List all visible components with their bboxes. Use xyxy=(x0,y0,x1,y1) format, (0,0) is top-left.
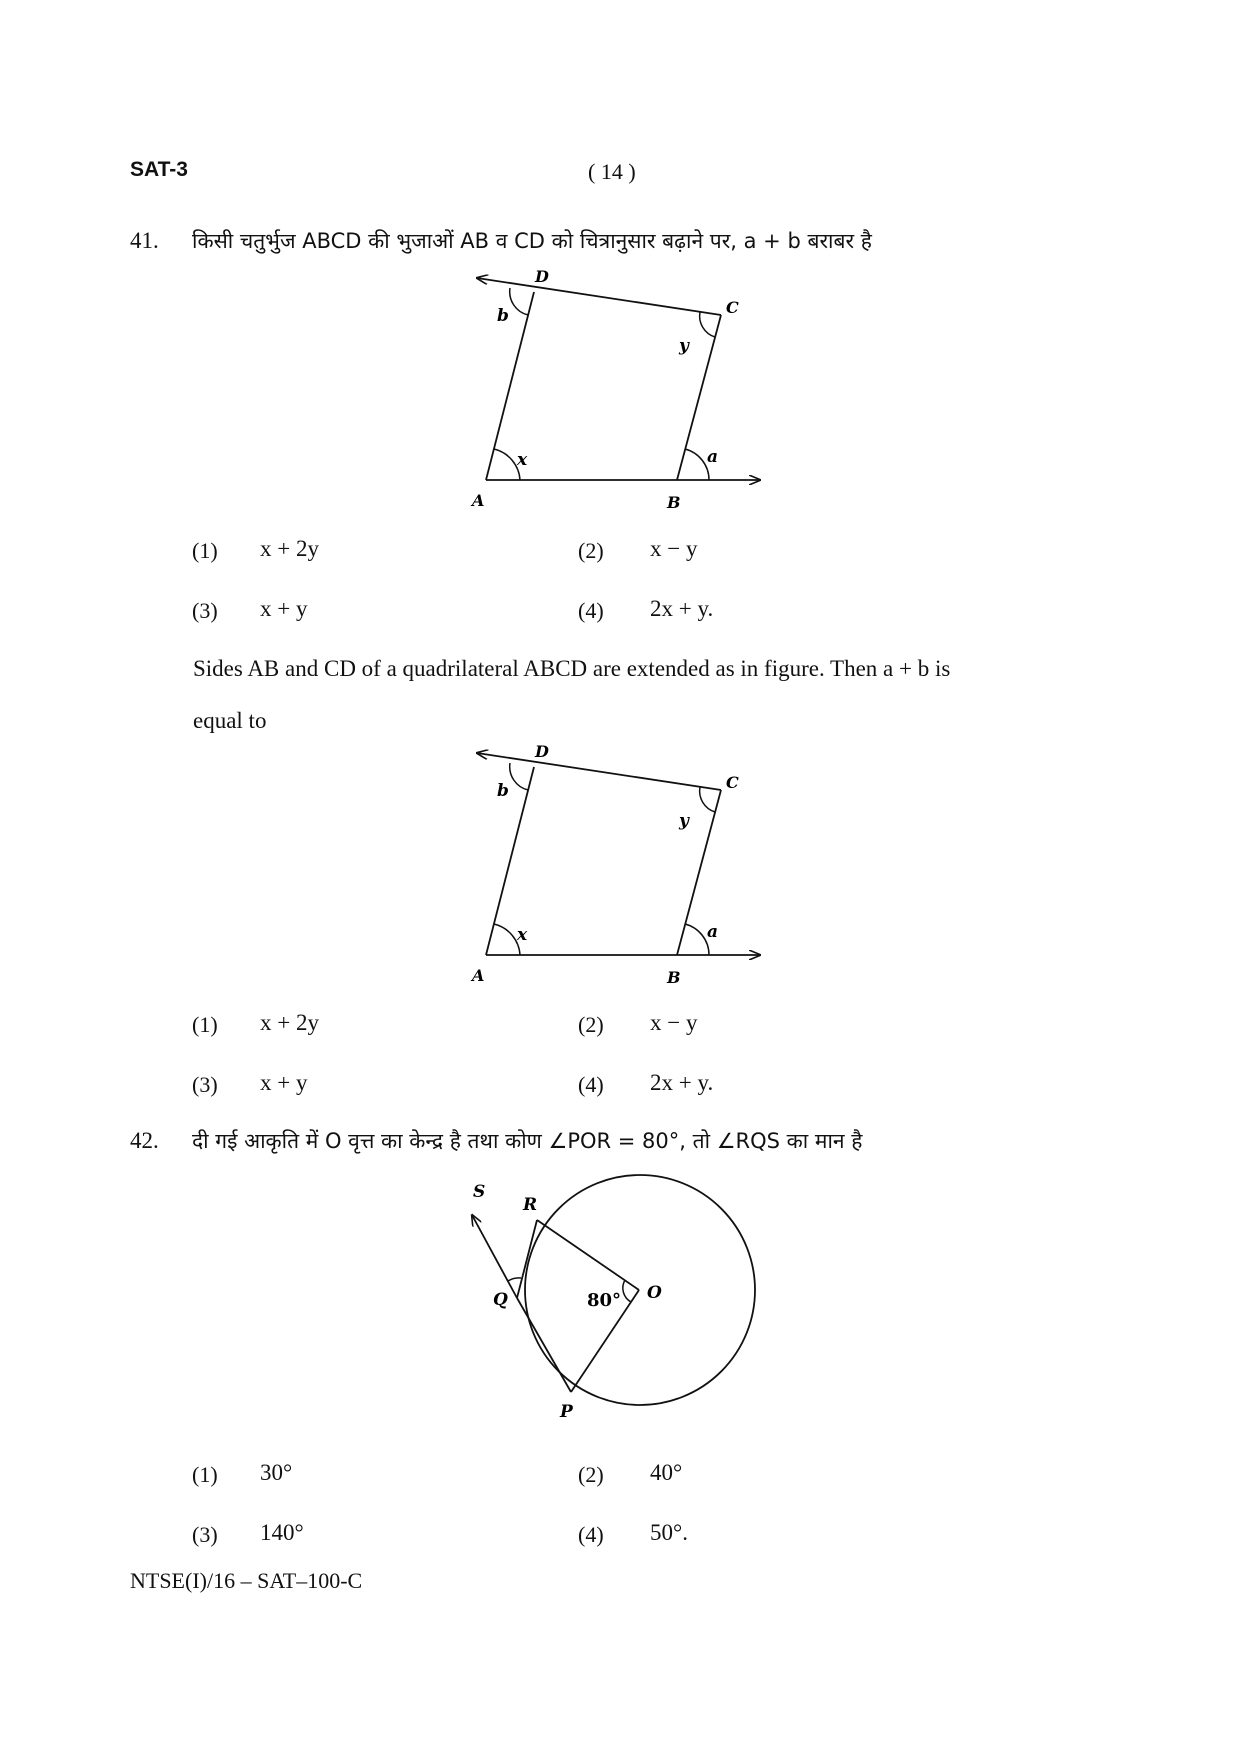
line-qr xyxy=(517,1220,537,1298)
circle-figure xyxy=(455,1170,775,1430)
vertex-label-b: B xyxy=(667,968,681,987)
option-number: (1) xyxy=(192,1012,218,1037)
option-number: (3) xyxy=(192,1072,218,1097)
option-value: x + y xyxy=(260,596,308,621)
option-number: (4) xyxy=(578,1522,604,1547)
option-value: 2x + y. xyxy=(650,1070,714,1095)
angle-label-x: x xyxy=(517,450,528,470)
line-qs-extended xyxy=(472,1215,517,1298)
footer-code: NTSE(I)/16 – SAT–100-C xyxy=(130,1568,363,1593)
option-number: (2) xyxy=(578,1462,604,1487)
option-value: 40° xyxy=(650,1460,683,1485)
option-value: x − y xyxy=(650,1010,698,1035)
angle-a-arc xyxy=(685,924,709,955)
vertex-label-c: C xyxy=(726,298,739,317)
line-cd-extended xyxy=(477,278,721,315)
option-number: (3) xyxy=(192,1522,218,1547)
point-label-o: O xyxy=(647,1283,662,1303)
option-value: 2x + y. xyxy=(650,596,714,621)
line-cd-extended xyxy=(477,753,721,790)
angle-a-arc xyxy=(685,449,709,480)
option-value: x − y xyxy=(650,536,698,561)
angle-y-arc xyxy=(700,787,715,812)
vertex-label-d: D xyxy=(535,742,549,761)
option-number: (2) xyxy=(578,1012,604,1037)
option-value: x + y xyxy=(260,1070,308,1095)
option-number: (4) xyxy=(578,1072,604,1097)
angle-label-b: b xyxy=(497,306,509,326)
question-41-english-line2: equal to xyxy=(193,708,267,733)
angle-label-80: 80° xyxy=(587,1290,622,1311)
option-number: (1) xyxy=(192,538,218,563)
point-label-q: Q xyxy=(493,1290,508,1310)
option-value: x + 2y xyxy=(260,1010,319,1035)
quadrilateral-figure xyxy=(470,740,770,990)
vertex-label-a: A xyxy=(472,966,485,985)
paper-code: SAT-3 xyxy=(130,158,188,181)
option-value: x + 2y xyxy=(260,536,319,561)
line-or xyxy=(537,1220,639,1290)
page-number: ( 14 ) xyxy=(588,159,636,184)
angle-y-arc xyxy=(700,312,715,337)
line-qp xyxy=(517,1298,571,1392)
quadrilateral-figure xyxy=(470,265,770,515)
question-number-42: 42. xyxy=(130,1128,159,1153)
vertex-label-d: D xyxy=(535,267,549,286)
question-41-hindi-text: किसी चतुर्भुज ABCD की भुजाओं AB व CD को चित्रानुसार बढ़ाने पर, a + b बराबर है xyxy=(192,229,872,253)
angle-label-a: a xyxy=(707,447,719,467)
option-value: 30° xyxy=(260,1460,293,1485)
angle-label-a: a xyxy=(707,922,719,942)
question-42-hindi-text: दी गई आकृति में O वृत्त का केन्द्र है तथा कोण ∠POR = 80°, तो ∠RQS का मान है xyxy=(192,1129,863,1153)
option-value: 50°. xyxy=(650,1520,688,1545)
angle-rqs-arc xyxy=(508,1278,521,1281)
question-number-41: 41. xyxy=(130,228,159,253)
point-label-r: R xyxy=(523,1195,538,1215)
angle-label-b: b xyxy=(497,781,509,801)
angle-label-x: x xyxy=(517,925,528,945)
point-label-p: P xyxy=(560,1402,573,1422)
angle-b-arc xyxy=(510,288,528,315)
option-number: (1) xyxy=(192,1462,218,1487)
vertex-label-b: B xyxy=(667,493,681,512)
angle-label-y: y xyxy=(679,811,689,831)
angle-label-y: y xyxy=(679,336,689,356)
option-number: (3) xyxy=(192,598,218,623)
angle-b-arc xyxy=(510,763,528,790)
point-label-s: S xyxy=(473,1182,486,1202)
option-number: (4) xyxy=(578,598,604,623)
option-value: 140° xyxy=(260,1520,304,1545)
option-number: (2) xyxy=(578,538,604,563)
question-41-english-line1: Sides AB and CD of a quadrilateral ABCD are extended as in figure. Then a + b is xyxy=(193,656,951,681)
vertex-label-c: C xyxy=(726,773,739,792)
vertex-label-a: A xyxy=(472,491,485,510)
